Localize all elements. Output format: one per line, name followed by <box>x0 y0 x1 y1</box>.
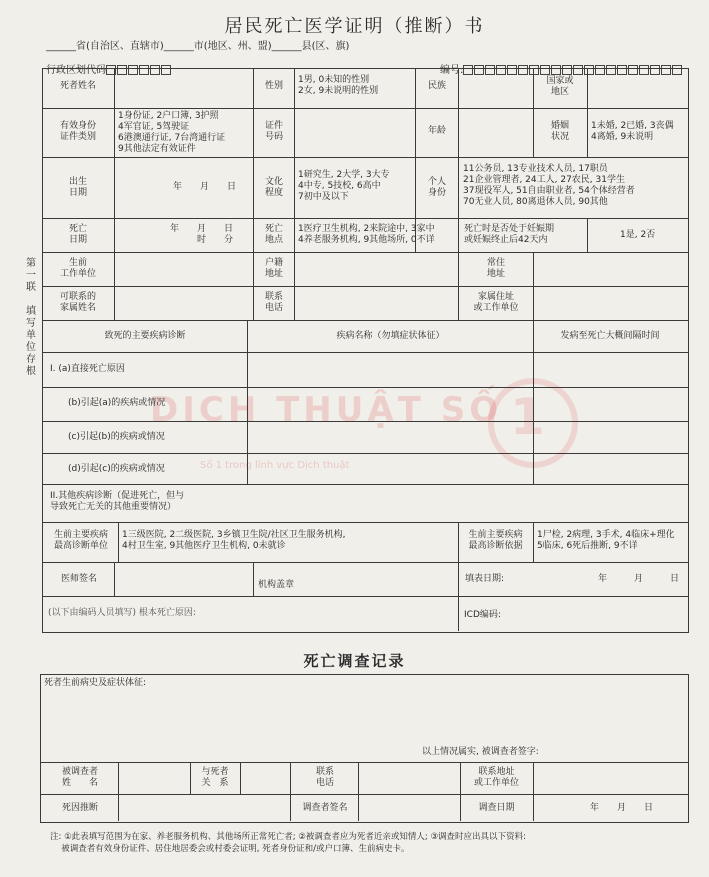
cause-d-field[interactable] <box>249 455 532 483</box>
death-date-label: 死亡 日期 <box>68 224 87 245</box>
id-number-field[interactable] <box>296 110 414 156</box>
sex-label: 性别 <box>264 81 283 91</box>
family-name-label: 可联系的 家属姓名 <box>59 292 96 313</box>
survey-date-label: 调查日期 <box>478 803 515 813</box>
region-code-label: 行政区划代码 <box>46 65 106 76</box>
diag-unit-options[interactable]: 1三级医院, 2二级医院, 3乡镇卫生院/社区卫生服务机构, 4村卫生室, 9其他医疗卫生机构, 0未就诊 <box>122 530 346 551</box>
watermark-subtext: Số 1 trong lĩnh vực Dịch thuật <box>200 460 350 471</box>
hukou-address-label: 户籍 地址 <box>264 258 283 279</box>
cause-line-a: I. (a)直接死亡原因 <box>50 364 125 374</box>
cause-c-field[interactable] <box>249 423 532 452</box>
age-label: 年龄 <box>427 126 446 136</box>
cause-line-b: (b)引起(a)的疾病或情况 <box>68 398 166 408</box>
cause-a-field[interactable] <box>249 354 532 386</box>
birth-date-field[interactable]: 年 月 日 <box>173 182 237 192</box>
identity-label: 个人 身份 <box>427 177 446 198</box>
survey-title: 死亡调查记录 <box>303 652 406 670</box>
diag-basis-label: 生前主要疾病 最高诊断依据 <box>468 530 523 551</box>
death-place-label: 死亡 地点 <box>264 224 283 245</box>
residence-field[interactable] <box>535 254 685 284</box>
family-address-label: 家属住址 或工作单位 <box>473 292 519 313</box>
residence-label: 常住 地址 <box>486 258 505 279</box>
marital-options[interactable]: 1未婚, 2已婚, 3丧偶 4离婚, 9未说明 <box>591 121 674 142</box>
education-options[interactable]: 1研究生, 2大学, 3大专 4中专, 5技校, 6高中 7初中及以下 <box>298 170 390 202</box>
identity-options[interactable]: 11公务员, 13专业技术人员, 17职员 21企业管理者, 24工人, 27农民, 31学生 37现役军人, 51自由职业者, 54个体经营者 70无业人员, 80离退休人员, 90其他 <box>463 164 635 207</box>
disease-col-interval: 发病至死亡大概间隔时间 <box>560 331 660 341</box>
cause-b-field[interactable] <box>249 389 532 420</box>
id-number-label: 证件 号码 <box>264 121 283 142</box>
diag-unit-label: 生前主要疾病 最高诊断单位 <box>53 530 108 551</box>
serial-label: 编号: <box>440 65 464 76</box>
disease-col-diagnosis: 致死的主要疾病诊断 <box>104 331 186 341</box>
fill-date-label: 填表日期: <box>465 574 505 584</box>
footnote: 注: ①此表填写范围为在家、养老服务机构、其他场所正常死亡者; ②被调查者应为死者近亲或知情人; ③调查时应出具以下资料: 被调查者有效身份证件、居住地居委会或村委会证明, 死者身份证和/或户口簿、生前病史卡。 <box>50 832 526 854</box>
region-line: ______省(自治区、直辖市)______市(地区、州、盟)______县(区、旗) <box>46 41 350 52</box>
disease-col-name: 疾病名称（勿填症状体征） <box>336 331 445 341</box>
death-place-options[interactable]: 1医疗卫生机构, 2来院途中, 3家中 4养老服务机构, 9其他场所, 0不详 <box>298 224 435 245</box>
ethnicity-field[interactable] <box>460 70 532 106</box>
fill-date-field[interactable]: 年 月 日 <box>598 574 680 584</box>
watermark-text: DICH THUẬT SỐ <box>150 390 503 430</box>
medical-history-label: 死者生前病史及症状体征: <box>44 678 147 688</box>
institution-seal-label: 机构盖章 <box>258 580 295 590</box>
deceased-name-field[interactable] <box>116 70 251 106</box>
family-address-field[interactable] <box>535 288 685 318</box>
contact-address-label: 联系地址 或工作单位 <box>473 767 519 788</box>
cause-line-d: (d)引起(c)的疾病或情况 <box>68 464 165 474</box>
underlying-cause-label: (以下由编码人员填写) 根本死亡原因: <box>48 608 196 618</box>
deceased-name-label: 死者姓名 <box>59 81 96 91</box>
other-diagnosis-label: II.其他疾病诊断（促进死亡，但与 导致死亡无关的其他重要情况） <box>50 491 185 512</box>
pregnancy-label: 死亡时是否处于妊娠期 或妊娠终止后42天内 <box>464 224 555 245</box>
age-field[interactable] <box>460 110 532 156</box>
hukou-address-field[interactable] <box>296 254 456 284</box>
doctor-signature-label: 医师签名 <box>60 574 97 584</box>
family-name-field[interactable] <box>116 288 251 318</box>
death-date-field[interactable]: 年 月 日 时 分 <box>170 224 234 245</box>
work-unit-field[interactable] <box>116 254 251 284</box>
copy-side-label: 第 一 联 填 写 单 位 存 根 <box>26 258 36 377</box>
family-phone-field[interactable] <box>296 288 456 318</box>
id-type-label: 有效身份 证件类别 <box>59 121 96 142</box>
country-field[interactable] <box>589 70 685 106</box>
family-phone-label: 联系 电话 <box>264 292 283 313</box>
pregnancy-options[interactable]: 1是, 2否 <box>620 230 656 240</box>
doctor-signature-field[interactable] <box>116 564 252 594</box>
country-label: 国家或 地区 <box>546 76 574 97</box>
investigator-signature-label: 调查者签名 <box>302 803 348 813</box>
sex-options[interactable]: 1男, 0未知的性别 2女, 9未说明的性别 <box>298 75 379 96</box>
id-type-options[interactable]: 1身份证, 2户口簿, 3护照 4军官证, 5驾驶证 6港澳通行证, 7台湾通行证 9其他法定有效证件 <box>118 111 226 154</box>
ethnicity-label: 民族 <box>427 81 446 91</box>
diag-basis-options[interactable]: 1尸检, 2病理, 3手术, 4临床+理化 5临床, 6死后推断, 9不详 <box>537 530 675 551</box>
page-title: 居民死亡医学证明（推断）书 <box>224 16 485 37</box>
watermark-logo-number: 1 <box>510 388 545 446</box>
contact-phone-label: 联系 电话 <box>315 767 334 788</box>
respondent-name-label: 被调查者 姓 名 <box>61 767 98 788</box>
icd-code-label: ICD编码: <box>464 610 501 620</box>
medical-history-field[interactable] <box>44 692 684 742</box>
education-label: 文化 程度 <box>264 177 283 198</box>
birth-date-label: 出生 日期 <box>68 177 87 198</box>
work-unit-label: 生前 工作单位 <box>59 258 96 279</box>
survey-date-field[interactable]: 年 月 日 <box>590 803 654 813</box>
relation-label: 与死者 关 系 <box>201 767 229 788</box>
cause-inference-label: 死因推断 <box>61 803 98 813</box>
marital-label: 婚姻 状况 <box>550 121 569 142</box>
confirm-signature-label: 以上情况属实, 被调查者签字: <box>422 747 539 757</box>
cause-line-c: (c)引起(b)的疾病或情况 <box>68 432 165 442</box>
